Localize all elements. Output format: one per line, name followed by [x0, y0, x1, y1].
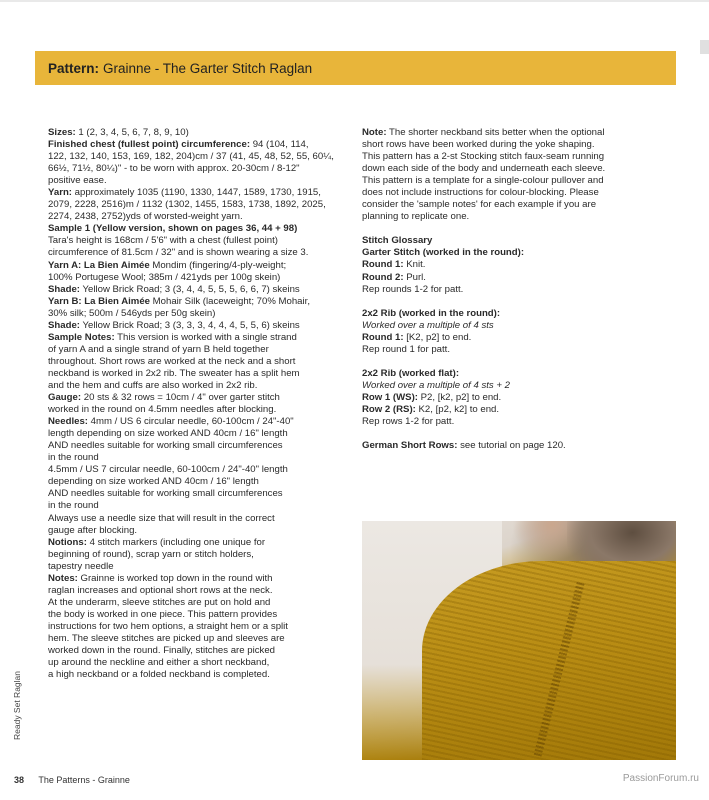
bold-run: Yarn: — [48, 187, 72, 199]
text-line — [48, 645, 338, 657]
text-run: This pattern is a template for a single-colour pullover and — [362, 175, 604, 187]
text-line — [48, 669, 338, 681]
bold-run: Gauge: — [48, 392, 82, 404]
text-line — [362, 368, 652, 380]
text-run: Yellow Brick Road; 3 (3, 4, 4, 5, 5, 5, 6, 6, 7) skeins — [80, 283, 300, 295]
pattern-title-banner — [35, 51, 676, 85]
text-line — [362, 332, 652, 344]
text-run: the body is worked in one piece. This pattern provides — [48, 608, 278, 620]
bold-run: Notes: — [48, 572, 78, 584]
text-run: K2, [p2, k2] to end. — [415, 403, 500, 415]
text-run: in the round — [48, 500, 99, 512]
text-run: AND needles suitable for working small circumferences — [48, 440, 283, 452]
text-run: see tutorial on page 120. — [457, 440, 566, 452]
text-run: does not include instructions for colour-blocking. Please — [362, 187, 599, 199]
text-line — [362, 272, 652, 284]
bold-run: Row 2 (RS): — [362, 403, 416, 415]
text-line — [362, 416, 652, 428]
text-run: 4.5mm / US 7 circular needle, 60-100cm / 24"-40" length — [48, 464, 288, 476]
text-run: Mondim (fingering/4-ply-weight; — [149, 259, 287, 271]
text-run: 30% silk; 500m / 546yds per 50g skein) — [48, 307, 216, 319]
text-line — [362, 380, 652, 392]
bold-run: Shade: — [48, 283, 80, 295]
bold-run: Round 1: — [362, 331, 404, 343]
bold-run: Notions: — [48, 536, 87, 548]
text-line — [48, 320, 338, 332]
text-run: tapestry needle — [48, 560, 114, 572]
paragraph-gap — [362, 296, 652, 308]
text-run: 100% Portugese Wool; 385m / 421yds per 100g skein) — [48, 271, 281, 283]
left-text-column — [48, 127, 338, 681]
text-run: up around the neckline and either a short neckband, — [48, 657, 270, 669]
text-run: length depending on size worked AND 40cm / 16" length — [48, 428, 288, 440]
text-line — [48, 549, 338, 561]
text-line — [48, 380, 338, 392]
italic-run: Worked over a multiple of 4 sts + 2 — [362, 379, 510, 391]
text-line — [48, 609, 338, 621]
text-run: 122, 132, 140, 153, 169, 182, 204)cm / 37 (41, 45, 48, 52, 55, 60¼, — [48, 151, 334, 163]
bold-run: Sample Notes: — [48, 331, 115, 343]
bold-run: Shade: — [48, 319, 80, 331]
text-run: Grainne is worked top down in the round with — [77, 572, 273, 584]
text-run: 1 (2, 3, 4, 5, 6, 7, 8, 9, 10) — [75, 127, 189, 138]
text-line — [48, 392, 338, 404]
text-line — [48, 500, 338, 512]
paragraph-gap — [362, 356, 652, 368]
text-run: circumference of 81.5cm / 32" and is shown wearing a size 3. — [48, 247, 309, 259]
text-run: gauge after blocking. — [48, 524, 138, 536]
text-run: This version is worked with a single strand — [114, 331, 297, 343]
text-run: throughout. Short rows are worked at the neck and a short — [48, 355, 296, 367]
text-run: consider the 'sample notes' for each example if you are — [362, 199, 597, 211]
text-line — [48, 537, 338, 549]
text-run: depending on size worked AND 40cm / 16" length — [48, 476, 259, 488]
bold-run: Needles: — [48, 416, 88, 428]
text-run: [K2, p2] to end. — [403, 331, 472, 343]
bold-run: German Short Rows: — [362, 440, 458, 452]
text-line — [362, 187, 652, 199]
text-line — [362, 163, 652, 175]
bold-run: Finished chest (fullest point) circumference: — [48, 139, 251, 151]
paragraph-gap — [362, 428, 652, 440]
text-run: worked in the round on 4.5mm needles after blocking. — [48, 404, 277, 416]
text-run: P2, [k2, p2] to end. — [417, 391, 502, 403]
text-line — [362, 404, 652, 416]
text-line — [48, 476, 338, 488]
bold-run: 2x2 Rib (worked in the round): — [362, 307, 501, 319]
text-line — [48, 211, 338, 223]
text-run: approximately 1035 (1190, 1330, 1447, 1589, 1730, 1915, — [72, 187, 321, 199]
text-run: Mohair Silk (laceweight; 70% Mohair, — [150, 295, 310, 307]
bold-run: Sizes: — [48, 127, 76, 138]
bold-run: Row 1 (WS): — [362, 391, 418, 403]
bold-run: Garter Stitch (worked in the round): — [362, 247, 525, 259]
text-line — [362, 344, 652, 356]
bold-run: Stitch Glossary — [362, 235, 433, 247]
text-run: Rep rounds 1-2 for patt. — [362, 283, 464, 295]
edge-tab-marker — [700, 40, 709, 54]
italic-run: Worked over a multiple of 4 sts — [362, 319, 494, 331]
text-run: hem. The sleeve stitches are picked up and sleeves are — [48, 632, 285, 644]
text-line — [48, 561, 338, 573]
text-line — [362, 440, 652, 452]
text-run: Purl. — [403, 271, 426, 283]
text-line — [362, 320, 652, 332]
text-run: Rep rows 1-2 for patt. — [362, 415, 455, 427]
text-run: The shorter neckband sits better when the optional — [386, 127, 605, 138]
bold-run: Sample 1 (Yellow version, shown on pages 36, 44 + 98) — [48, 223, 298, 235]
text-line — [362, 199, 652, 211]
text-run: Yellow Brick Road; 3 (3, 3, 3, 4, 4, 4, 5, 5, 6) skeins — [80, 319, 300, 331]
text-line — [48, 525, 338, 537]
text-line — [362, 247, 652, 259]
bold-run: Note: — [362, 127, 387, 138]
text-run: planning to replicate one. — [362, 211, 470, 223]
text-line — [48, 585, 338, 597]
text-run: 2079, 2228, 2516)m / 1132 (1302, 1455, 1583, 1738, 1892, 2025, — [48, 199, 326, 211]
right-text-column — [362, 127, 652, 452]
text-line — [48, 199, 338, 211]
text-line — [48, 284, 338, 296]
text-run: in the round — [48, 452, 99, 464]
text-run: 66½, 71½, 80¼)" - to be worn with approx. 20-30cm / 8-12" — [48, 163, 300, 175]
text-line — [362, 284, 652, 296]
text-line — [48, 633, 338, 645]
text-line — [48, 247, 338, 259]
text-line — [362, 308, 652, 320]
bold-run: Round 1: — [362, 259, 404, 271]
text-run: down each side of the body and underneath each sleeve. — [362, 163, 606, 175]
side-section-label: Ready Set Raglan — [12, 671, 22, 740]
text-line — [48, 452, 338, 464]
text-line — [48, 296, 338, 308]
text-line — [48, 272, 338, 284]
text-run: 2274, 2438, 2752)yds of worsted-weight yarn. — [48, 211, 243, 223]
text-line — [48, 139, 338, 151]
bold-run: Round 2: — [362, 271, 404, 283]
text-line — [362, 175, 652, 187]
text-run: worked down in the round. Finally, stitches are picked — [48, 645, 275, 657]
photo-knit-fabric — [422, 561, 676, 760]
text-line — [48, 187, 338, 199]
text-line — [48, 404, 338, 416]
text-line — [48, 464, 338, 476]
text-line — [362, 151, 652, 163]
text-line — [362, 235, 652, 247]
paragraph-gap — [362, 223, 652, 235]
text-run: Tara's height is 168cm / 5'6" with a chest (fullest point) — [48, 235, 278, 247]
text-line — [48, 657, 338, 669]
text-line — [48, 597, 338, 609]
text-line — [48, 416, 338, 428]
bold-run: 2x2 Rib (worked flat): — [362, 367, 460, 379]
text-line — [48, 235, 338, 247]
banner-title: Grainne - The Garter Stitch Raglan — [103, 60, 313, 76]
top-rule — [0, 0, 709, 2]
text-run: AND needles suitable for working small circumferences — [48, 488, 283, 500]
text-run: short rows have been worked during the yoke shaping. — [362, 139, 595, 151]
text-line — [48, 260, 338, 272]
page-footer — [14, 775, 130, 785]
text-line — [48, 621, 338, 633]
footer-section-title: The Patterns - Grainne — [38, 775, 130, 785]
text-run: 4 stitch markers (including one unique for — [86, 536, 266, 548]
text-line — [48, 344, 338, 356]
text-line — [48, 223, 338, 235]
text-line — [362, 139, 652, 151]
text-line — [48, 488, 338, 500]
text-line — [48, 332, 338, 344]
text-run: Knit. — [403, 259, 426, 271]
text-line — [48, 308, 338, 320]
text-line — [48, 163, 338, 175]
bold-run: Yarn B: La Bien Aimée — [48, 295, 151, 307]
text-run: instructions for two hem options, a straight hem or a split — [48, 620, 288, 632]
text-run: At the underarm, sleeve stitches are put on hold and — [48, 596, 271, 608]
text-line — [362, 127, 652, 139]
text-line — [48, 356, 338, 368]
text-line — [362, 211, 652, 223]
text-run: of yarn A and a single strand of yarn B held together — [48, 343, 269, 355]
text-line — [48, 573, 338, 585]
bold-run: Yarn A: La Bien Aimée — [48, 259, 150, 271]
watermark-text: PassionForum.ru — [622, 773, 699, 784]
text-run: This pattern has a 2-st Stocking stitch faux-seam running — [362, 151, 605, 163]
sweater-photo — [362, 521, 676, 760]
text-run: Always use a needle size that will result in the correct — [48, 512, 275, 524]
text-run: neckband is worked in 2x2 rib. The sweater has a split hem — [48, 367, 300, 379]
text-line — [48, 428, 338, 440]
text-run: beginning of round), scrap yarn or stitch holders, — [48, 548, 254, 560]
text-run: 94 (104, 114, — [250, 139, 309, 151]
text-run: and the hem and cuffs are also worked in 2x2 rib. — [48, 379, 258, 391]
text-line — [48, 175, 338, 187]
text-line — [48, 513, 338, 525]
page-number: 38 — [14, 775, 25, 785]
text-run: 4mm / US 6 circular needle, 60-100cm / 24"-40" — [88, 416, 294, 428]
text-run: 20 sts & 32 rows = 10cm / 4" over garter stitch — [81, 392, 280, 404]
text-run: Rep round 1 for patt. — [362, 343, 450, 355]
text-line — [362, 259, 652, 271]
text-run: a high neckband or a folded neckband is completed. — [48, 669, 270, 681]
text-line — [48, 440, 338, 452]
banner-label: Pattern: — [48, 60, 100, 76]
text-line — [48, 127, 338, 139]
text-line — [48, 151, 338, 163]
text-line — [362, 392, 652, 404]
text-line — [48, 368, 338, 380]
text-run: raglan increases and optional short rows at the neck. — [48, 584, 273, 596]
text-run: positive ease. — [48, 175, 107, 187]
